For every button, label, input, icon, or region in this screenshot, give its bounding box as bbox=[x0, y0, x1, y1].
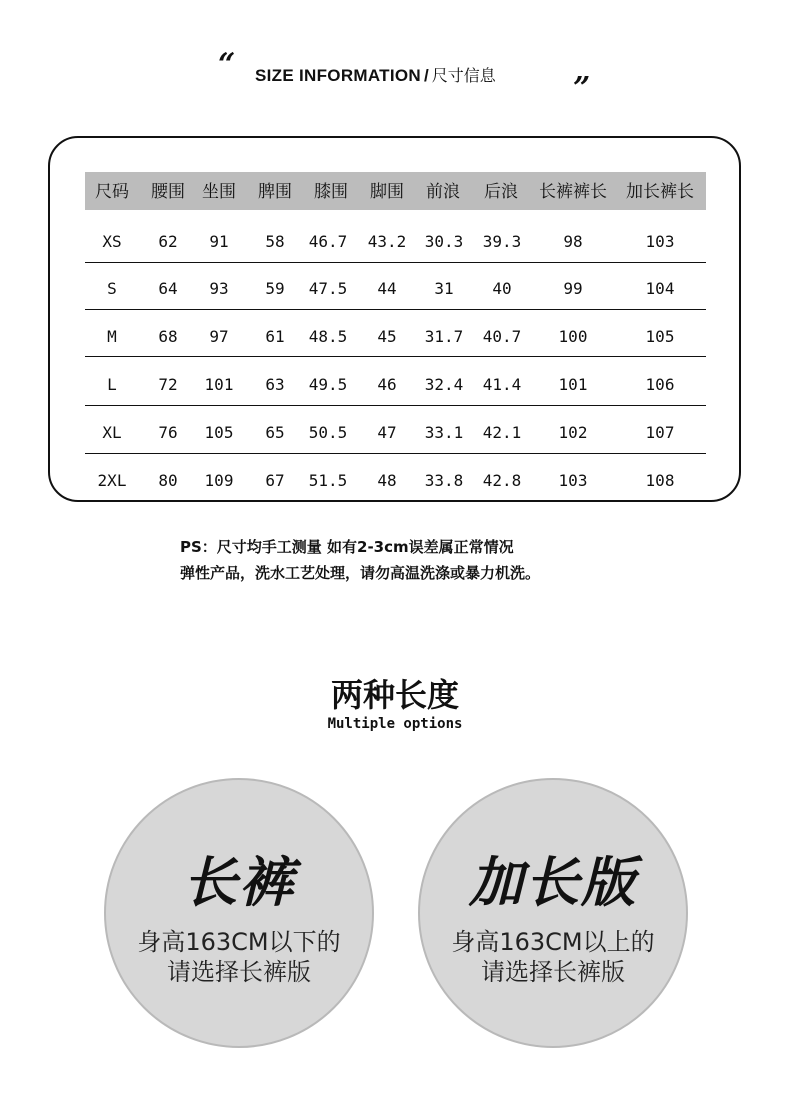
table-cell: 108 bbox=[645, 471, 675, 490]
table-cell: 99 bbox=[563, 279, 583, 298]
col-header-knee: 膝围 bbox=[314, 182, 348, 202]
size-label-cell: L bbox=[107, 375, 117, 394]
table-cell: 98 bbox=[563, 232, 583, 251]
table-cell: 30.3 bbox=[424, 232, 464, 251]
page-title bbox=[255, 63, 496, 86]
table-cell: 59 bbox=[265, 279, 285, 298]
table-cell: 104 bbox=[645, 279, 675, 298]
table-cell: 62 bbox=[158, 232, 178, 251]
table-cell: 105 bbox=[645, 327, 675, 346]
option-height-text: 身高163CM以上的 bbox=[451, 928, 655, 956]
option-regular-length bbox=[104, 778, 374, 1048]
close-quote-mark: ” bbox=[573, 71, 591, 106]
option-name: 长裤 bbox=[183, 851, 295, 914]
col-header-back-rise: 后浪 bbox=[484, 182, 518, 202]
col-header-front-rise: 前浪 bbox=[426, 182, 460, 202]
options-title: 两种长度 bbox=[330, 676, 459, 714]
note-measurement: PS：尺寸均手工测量 如有2-3cm误差属正常情况 bbox=[180, 538, 514, 556]
table-cell: 45 bbox=[377, 327, 397, 346]
table-cell: 58 bbox=[265, 232, 285, 251]
table-cell: 109 bbox=[204, 471, 234, 490]
size-label-cell: XL bbox=[102, 423, 122, 442]
table-cell: 40.7 bbox=[482, 327, 522, 346]
table-cell: 61 bbox=[265, 327, 285, 346]
col-header-regular-length: 长裤裤长 bbox=[539, 182, 607, 202]
table-cell: 72 bbox=[158, 375, 178, 394]
col-header-size: 尺码 bbox=[95, 182, 129, 202]
table-cell: 32.4 bbox=[424, 375, 464, 394]
table-cell: 48.5 bbox=[308, 327, 348, 346]
table-cell: 50.5 bbox=[308, 423, 348, 442]
table-cell: 40 bbox=[492, 279, 512, 298]
table-cell: 65 bbox=[265, 423, 285, 442]
title-english: SIZE INFORMATION bbox=[255, 66, 421, 85]
table-cell: 68 bbox=[158, 327, 178, 346]
table-cell: 41.4 bbox=[482, 375, 522, 394]
table-cell: 80 bbox=[158, 471, 178, 490]
table-cell: 31.7 bbox=[424, 327, 464, 346]
table-cell: 91 bbox=[209, 232, 229, 251]
table-cell: 47.5 bbox=[308, 279, 348, 298]
note-care: 弹性产品，洗水工艺处理，请勿高温洗涤或暴力机洗。 bbox=[180, 564, 541, 582]
table-cell: 33.8 bbox=[424, 471, 464, 490]
table-cell: 44 bbox=[377, 279, 397, 298]
table-cell: 101 bbox=[204, 375, 234, 394]
table-cell: 97 bbox=[209, 327, 229, 346]
table-cell: 46.7 bbox=[308, 232, 348, 251]
table-cell: 67 bbox=[265, 471, 285, 490]
title-chinese: 尺寸信息 bbox=[431, 66, 496, 85]
row-divider bbox=[85, 356, 706, 357]
table-cell: 51.5 bbox=[308, 471, 348, 490]
size-label-cell: S bbox=[107, 279, 117, 298]
table-cell: 100 bbox=[558, 327, 588, 346]
table-cell: 103 bbox=[645, 232, 675, 251]
table-cell: 31 bbox=[434, 279, 454, 298]
option-name: 加长版 bbox=[469, 851, 637, 914]
row-divider bbox=[85, 453, 706, 454]
col-header-waist: 腰围 bbox=[151, 182, 185, 202]
table-cell: 46 bbox=[377, 375, 397, 394]
size-label-cell: 2XL bbox=[97, 471, 127, 490]
title-separator: / bbox=[423, 66, 429, 85]
table-cell: 42.1 bbox=[482, 423, 522, 442]
table-cell: 102 bbox=[558, 423, 588, 442]
row-divider bbox=[85, 262, 706, 263]
size-label-cell: XS bbox=[102, 232, 122, 251]
table-cell: 101 bbox=[558, 375, 588, 394]
option-height-text: 身高163CM以下的 bbox=[137, 928, 341, 956]
table-cell: 48 bbox=[377, 471, 397, 490]
table-cell: 39.3 bbox=[482, 232, 522, 251]
row-divider bbox=[85, 309, 706, 310]
table-cell: 43.2 bbox=[367, 232, 407, 251]
table-cell: 76 bbox=[158, 423, 178, 442]
col-header-thigh: 脾围 bbox=[258, 182, 292, 202]
table-cell: 49.5 bbox=[308, 375, 348, 394]
table-cell: 64 bbox=[158, 279, 178, 298]
row-divider bbox=[85, 405, 706, 406]
table-cell: 33.1 bbox=[424, 423, 464, 442]
table-cell: 47 bbox=[377, 423, 397, 442]
table-cell: 93 bbox=[209, 279, 229, 298]
table-cell: 63 bbox=[265, 375, 285, 394]
option-select-text: 请选择长裤版 bbox=[481, 958, 625, 986]
table-cell: 106 bbox=[645, 375, 675, 394]
options-subtitle: Multiple options bbox=[327, 716, 463, 732]
option-long-length bbox=[418, 778, 688, 1048]
col-header-hip: 坐围 bbox=[202, 182, 236, 202]
table-cell: 107 bbox=[645, 423, 675, 442]
table-cell: 103 bbox=[558, 471, 588, 490]
open-quote-mark: “ bbox=[218, 47, 236, 82]
col-header-leg-opening: 脚围 bbox=[370, 182, 404, 202]
size-label-cell: M bbox=[107, 327, 117, 346]
option-select-text: 请选择长裤版 bbox=[167, 958, 311, 986]
table-cell: 105 bbox=[204, 423, 234, 442]
table-cell: 42.8 bbox=[482, 471, 522, 490]
col-header-long-length: 加长裤长 bbox=[626, 182, 694, 202]
